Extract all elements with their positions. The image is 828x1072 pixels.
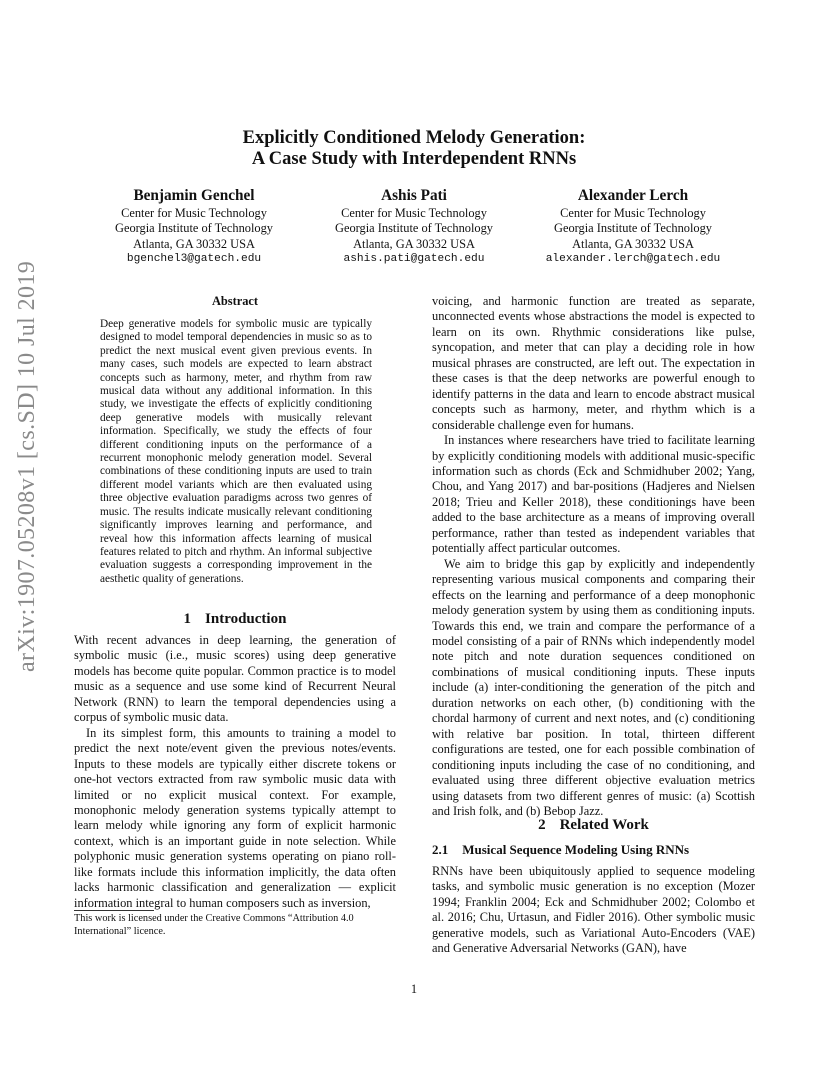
author-institution: Georgia Institute of Technology [554,221,712,236]
subsection-number: 2.1 [432,842,449,857]
author-name: Ashis Pati [381,187,447,204]
author-email: alexander.lerch@gatech.edu [545,253,721,266]
section-number: 1 [183,611,192,627]
author-block-2 [294,186,534,268]
subsection-title: Musical Sequence Modeling Using RNNs [462,842,690,857]
section-title: Introduction [205,611,287,627]
paper-title-line-1: Explicitly Conditioned Melody Generation: [242,128,586,148]
section-number: 2 [538,817,546,833]
author-address: Atlanta, GA 30332 USA [133,236,255,251]
author-department: Center for Music Technology [560,206,706,220]
footnote: This work is licensed under the Creative Commons “Attribution 4.0 International” licence. [74,913,354,937]
author-department: Center for Music Technology [341,206,487,220]
section-title: Related Work [559,817,649,833]
author-email: ashis.pati@gatech.edu [343,253,485,266]
paragraph: In instances where researchers have tried to facilitate learning by explicitly conditioning models with additional music-specific information such as chords (Eck and Schmidhuber 2002; Yang, Chou, and Yang 2017) and bar-positions (Hadjeres and Nielsen 2018; Trieu and Keller 2018), these conditionings have been added to the base architecture as a means of improving overall performance, rather than tested as independent variables that potentially affect particular outcomes. [432,433,755,556]
author-block-1 [74,186,314,268]
author-institution: Georgia Institute of Technology [335,221,493,236]
paragraph: voicing, and harmonic function are treated as separate, unconnected events whose abstractions the model is expected to learn on its own. Rhythmic considerations like pulse, syncopation, and meter that can play a deciding role in how musical phrases are constructed, are left out. The expectation in these cases is that the deep networks are powerful enough to identify patterns in the data and learn to encode abstract musical concepts such as harmony, meter, and rhythm which is a considerable challenge even for humans. [432,294,755,432]
introduction-body [74,633,396,911]
author-block-3 [513,186,753,268]
author-name: Alexander Lerch [577,187,689,204]
subsection-heading [432,842,689,858]
paper-title [0,128,828,170]
paragraph: We aim to bridge this gap by explicitly and independently representing various musical components and comparing their effects on the learning and performance of a deep monophonic melody generation system by using them as conditioning inputs. Towards this end, we train and compare the performance of a model consisting of a pair of RNNs which independently model note pitch and note duration sequences conditioned on combinations of musical conditioning inputs. These inputs include (a) inter-conditioning the generation of the pitch and duration networks on each other, (b) conditioning with the chordal harmony of current and next notes, and (c) conditioning with relative bar position. In total, thirteen different configurations are tested, one for each possible combination of conditioning inputs including the case of no conditioning, and evaluated using three different objective evaluation metrics using datasets from two different genres of music: (a) Scottish and Irish folk, and (b) Bebop Jazz. [432,556,755,818]
abstract-text: Deep generative models for symbolic music are typically designed to model temporal dependencies in music so as to predict the next musical event given previous events. In many cases, such models are expected to learn abstract concepts such as harmony, meter, and rhythm from raw musical data without any additional information. In this study, we investigate the effects of explicitly conditioning deep generative models with musically relevant information. Specifically, we study the effects of four different conditioning inputs on the performance of a recurrent monophonic melody generation model. Several combinations of these conditioning inputs are used to train different model variants which are then evaluated using three objective evaluation paradigms across two genres of music. The results indicate musically relevant conditioning significantly improves learning and performance, and reveal how this information affects learning of musical features related to pitch and rhythm. An informal subjective evaluation suggests a corresponding improvement in the aesthetic quality of generations. [100,318,372,585]
author-institution: Georgia Institute of Technology [115,221,273,236]
right-column-body [432,294,755,819]
author-address: Atlanta, GA 30332 USA [572,236,694,251]
arxiv-stamp-text: arXiv:1907.05208v1 [cs.SD] 10 Jul 2019 [14,260,40,672]
section-heading-introduction [74,611,396,628]
author-address: Atlanta, GA 30332 USA [353,236,475,251]
section-heading-related-work [432,817,755,834]
author-email: bgenchel3@gatech.edu [126,253,262,266]
author-department: Center for Music Technology [121,206,267,220]
paragraph: In its simplest form, this amounts to training a model to predict the next note/event given the previous notes/events. Inputs to these models are typically either discrete tokens or one-hot vectors extracted from raw symbolic music data with limited or no explicit musical context. For example, monophonic melody generation systems typically attempt to learn melody while ignoring any form of explicit harmonic context, which is an important guide in note selection. While polyphonic music generation systems operating on piano roll-like formats include this information implicitly, the data often lacks harmonic classification and generalization — explicit information integral to human composers such as inversion, [74,725,396,910]
paragraph: With recent advances in deep learning, the generation of symbolic music (i.e., music scores) using deep generative models has become quite popular. Common practice is to model music as a sequence and use some kind of Recurrent Neural Network (RNN) to learn the temporal dependencies using a corpus of symbolic music data. [74,633,396,725]
author-name: Benjamin Genchel [133,187,255,204]
page-number: 1 [410,982,418,996]
abstract-heading: Abstract [211,294,259,308]
paper-title-line-2: A Case Study with Interdependent RNNs [251,149,577,169]
related-work-body [432,864,755,957]
footnote-rule [74,910,154,911]
paragraph: RNNs have been ubiquitously applied to sequence modeling tasks, and symbolic music generation is no exception (Mozer 1994; Franklin 2004; Eck and Schmidhuber 2002; Colombo et al. 2016; Chu, Urtasun, and Fidler 2016). Other symbolic music generative models, such as Variational Auto-Encoders (VAE) and Generative Adversarial Networks (GAN), have [432,864,755,956]
